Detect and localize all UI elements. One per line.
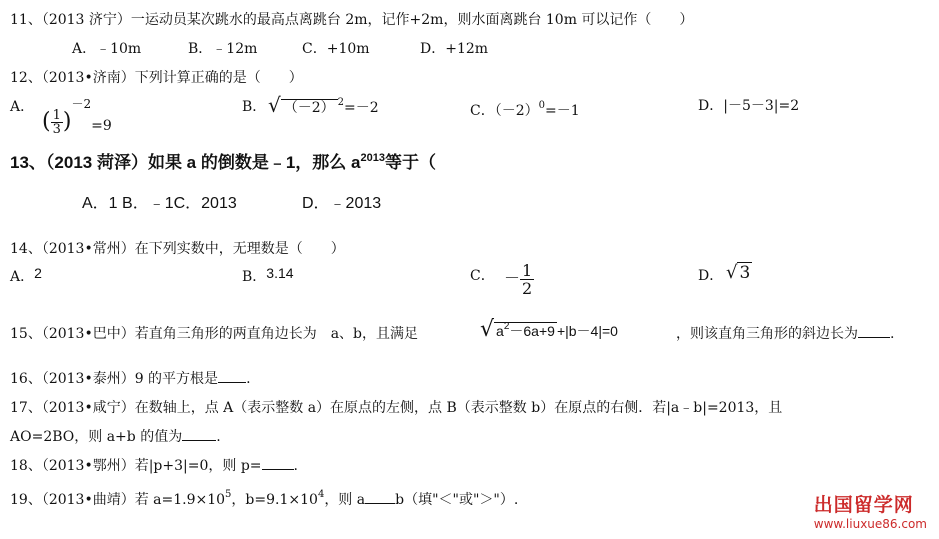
q14-c-label: C． (470, 268, 495, 284)
q15-radicand-exp: 2 (503, 321, 510, 332)
question-12-stem: 12、（2013•济南）下列计算正确的是（ ） (10, 70, 303, 86)
q12-b-radicand: （－2） (281, 99, 338, 116)
q14-option-d-expr (726, 264, 752, 283)
q17-line2-text: AO=2BO，则 a+b 的值为 (10, 429, 183, 445)
q16-period: . (246, 371, 251, 387)
question-18-stem (10, 457, 298, 475)
q12-a-exponent: －2 (71, 97, 92, 111)
question-16-stem (10, 370, 251, 388)
q12-c-rhs: =－1 (545, 103, 580, 119)
q14-c-denominator: 2 (522, 279, 533, 298)
q11-option-c: C．+10m (302, 41, 370, 57)
q14-d-radicand: 3 (739, 263, 751, 283)
q13-exponent: 2013 (360, 152, 385, 164)
q12-option-a-label: A． (10, 99, 35, 115)
question-11-stem: 11、（2013 济宁）一运动员某次跳水的最高点离跳台 2m，记作+2m，则水面离跳台 10m 可以记作（ ） (10, 12, 694, 28)
q14-a-value: 2 (34, 265, 42, 281)
q19-stem-end: b（填"＜"或"＞"）. (395, 492, 519, 508)
q13-stem-end: 等于（ (384, 153, 436, 172)
q13-options-abc: A．1 B．﹣1C．2013 (82, 195, 237, 212)
q14-option-b (242, 267, 294, 286)
q19-stem-mid: ，b=9.1×10 (231, 492, 318, 508)
q19-stem-mid2: ，则 a (324, 492, 366, 508)
q13-stem-main: 13、（2013 菏泽）如果 a 的倒数是﹣1，那么 a (10, 153, 361, 172)
q14-a-label: A． (10, 269, 35, 285)
question-19-stem (10, 486, 518, 509)
q11-option-b: B．﹣12m (188, 41, 258, 57)
q12-b-exponent: 2 (337, 97, 345, 108)
answer-blank[interactable] (182, 428, 216, 441)
q15-stem-end (676, 325, 894, 343)
question-17-line2 (10, 428, 221, 446)
radical-sign-icon: √ (726, 262, 738, 283)
q12-a-rhs: =9 (91, 118, 112, 134)
question-17-line1: 17、（2013•咸宁）在数轴上，点 A（表示整数 a）在原点的左侧，点 B（表示整数 b）在原点的右侧．若|a﹣b|=2013，且 (10, 400, 783, 416)
q14-d-label: D． (698, 268, 724, 284)
q13-option-d: D．﹣2013 (302, 195, 382, 212)
q14-b-value: 3.14 (266, 265, 294, 281)
q12-c-base: （－2） (494, 103, 539, 119)
q14-option-a (10, 267, 42, 286)
question-14-stem: 14、（2013•常州）在下列实数中，无理数是（ ） (10, 241, 345, 257)
q12-c-label: C． (470, 103, 495, 119)
q16-stem-text: 16、（2013•泰州）9 的平方根是 (10, 371, 219, 387)
radical-sign-icon: √ (480, 317, 495, 342)
q12-option-d: D．|－5－3|=2 (698, 98, 800, 114)
q12-a-denominator: 3 (52, 121, 61, 137)
answer-blank[interactable] (858, 325, 890, 338)
q15-period: . (890, 326, 895, 342)
q15-stem-end-text: ，则该直角三角形的斜边长为 (676, 326, 858, 342)
q12-b-rhs: =－2 (344, 100, 379, 116)
q15-abs-part: +|b－4|=0 (556, 323, 618, 339)
q11-option-a: A．﹣10m (72, 41, 142, 57)
answer-blank[interactable] (365, 491, 395, 504)
q18-stem-text: 18、（2013•鄂州）若|p+3|=0，则 p= (10, 458, 262, 474)
q14-c-numerator: 1 (522, 261, 533, 280)
q11-option-d: D．+12m (420, 41, 489, 57)
q15-radicand-a: a (496, 323, 504, 339)
q19-stem-start: 19、（2013•曲靖）若 a=1.9×10 (10, 492, 226, 508)
q12-option-b-label: B． (242, 99, 267, 115)
q18-period: . (293, 458, 298, 474)
question-15-stem-start: 15、（2013•巴中）若直角三角形的两直角边长为 a、b，且满足 (10, 326, 419, 342)
watermark-url: www.liuxue86.com (813, 517, 927, 531)
q14-b-label: B． (242, 269, 267, 285)
q12-option-b-expr (268, 94, 379, 117)
q12-c-exponent: 0 (538, 100, 546, 111)
radical-sign-icon: √ (268, 93, 281, 117)
q12-option-c (470, 97, 580, 120)
question-13-stem (10, 149, 436, 172)
q14-c-sign: － (504, 268, 521, 288)
site-watermark (814, 490, 927, 531)
answer-blank[interactable] (262, 457, 294, 470)
q14-option-c-expr (504, 262, 534, 297)
q15-condition-expr (480, 318, 618, 341)
watermark-title: 出国留学网 (813, 494, 914, 516)
q19-exponent-2: 4 (317, 489, 325, 500)
q12-option-a-expr: ( $\frac{1}{3}$ )$^{-2}$=9 (42, 97, 112, 137)
q15-radicand-rest: －6a+9 (509, 323, 555, 339)
q19-exponent-1: 5 (225, 489, 232, 500)
q12-a-numerator: 1 (52, 107, 61, 123)
q17-period: . (216, 429, 221, 445)
answer-blank[interactable] (218, 370, 246, 383)
